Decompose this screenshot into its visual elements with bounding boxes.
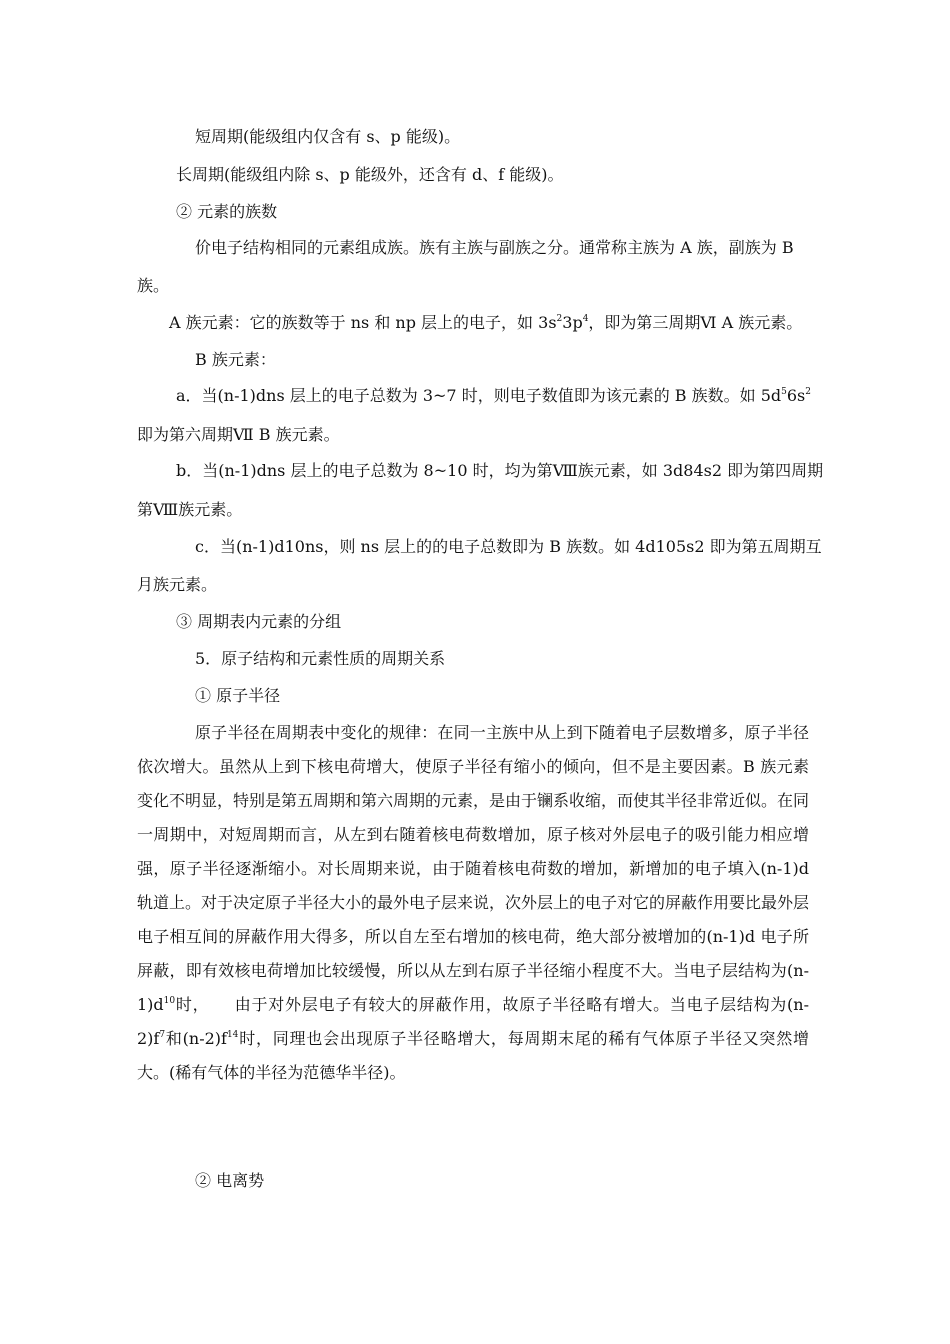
- superscript: 2: [556, 314, 563, 324]
- superscript: 10: [163, 996, 176, 1006]
- text-line: c．当(n-1)d10ns，则 ns 层上的的电子总数即为 B 族数。如 4d105s2 即为第五周期互: [195, 537, 822, 556]
- text-line: 族。: [137, 276, 170, 295]
- text-line: 短周期(能级组内仅含有 s、p 能级)。: [195, 127, 461, 146]
- superscript: 5: [781, 387, 787, 397]
- text-segment: 时， 由于对外层电子有较大的屏蔽作用，故原子半径略有增大。当电子层结构为(n-2)f: [137, 995, 809, 1048]
- superscript: 4: [582, 314, 589, 324]
- superscript: 7: [159, 1030, 166, 1040]
- text-line: [176, 385, 811, 407]
- text-line: 即为第六周期Ⅶ B 族元素。: [137, 425, 340, 444]
- text-segment: 6s: [786, 386, 806, 405]
- text-line: 长周期(能级组内除 s、p 能级外，还含有 d、f 能级)。: [176, 165, 564, 184]
- section-heading: ② 元素的族数: [176, 202, 278, 221]
- text-line: b．当(n-1)dns 层上的电子总数为 8~10 时，均为第Ⅷ族元素，如 3d84s2 即为第四周期: [176, 461, 824, 480]
- text-segment: a．当(n-1)dns 层上的电子总数为 3~7 时，则电子数值即为该元素的 B 族数。如 5d: [176, 386, 782, 405]
- text-line: 价电子结构相同的元素组成族。族有主族与副族之分。通常称主族为 A 族，副族为 B: [195, 238, 794, 257]
- section-heading: ② 电离势: [195, 1171, 265, 1190]
- text-segment: 和(n-2)f: [165, 1029, 227, 1048]
- text-line: [169, 312, 802, 334]
- section-heading: ① 原子半径: [195, 686, 281, 705]
- text-segment: A 族元素：它的族数等于 ns 和 np 层上的电子，如 3s: [169, 313, 557, 332]
- text-segment: 3p: [562, 313, 583, 332]
- text-segment: ，即为第三周期Ⅵ A 族元素。: [588, 313, 803, 332]
- text-segment: 时，同理也会出现原子半径略增大，每周期末尾的稀有气体原子半径又突然增大。(稀有气体的半径为范德华半径)。: [137, 1029, 809, 1082]
- section-heading: ③ 周期表内元素的分组: [176, 612, 342, 631]
- superscript: 2: [805, 387, 811, 397]
- text-segment: 原子半径在周期表中变化的规律：在同一主族中从上到下随着电子层数增多，原子半径依次增大。虽然从上到下核电荷增大，使原子半径有缩小的倾向，但不是主要因素。B 族元素变化不明显，特别是第五周期和第六周期的元素，是由于镧系收缩，而使其半径非常近似。在同一周期中，对短周期而言，从左到右随着核电荷数增加，原子核对外层电子的吸引能力相应增强，原子半径逐渐缩小。对长周期来说，由于随着核电荷数的增加，新增加的电子填入(n-1)d 轨道上。对于决定原子半径大小的最外电子层来说，次外层上的电子对它的屏蔽作用要比最外层电子相互间的屏蔽作用大得多，所以自左至右增加的核电荷，绝大部分被增加的(n-1)d 电子所屏蔽，即有效核电荷增加比较缓慢，所以从左到右原子半径缩小程度不大。当电子层结构为(n-1)d: [137, 723, 810, 1014]
- text-line: 月族元素。: [137, 575, 218, 594]
- text-line: B 族元素：: [195, 350, 276, 369]
- paragraph-atomic-radius: [137, 716, 809, 1090]
- text-line: 第Ⅷ族元素。: [137, 500, 243, 519]
- section-heading: 5．原子结构和元素性质的周期关系: [195, 649, 446, 668]
- superscript: 14: [226, 1030, 239, 1040]
